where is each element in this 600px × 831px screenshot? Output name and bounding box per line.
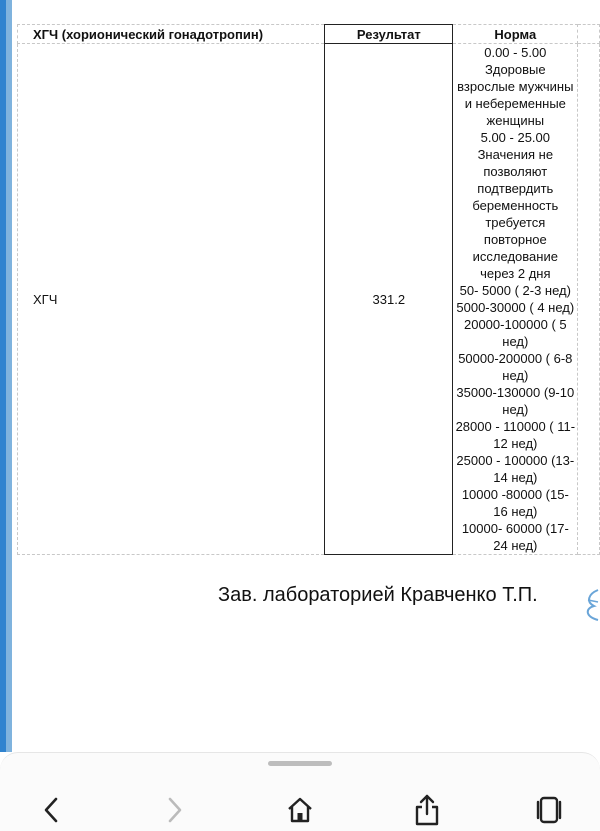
- norm-line: 16 нед): [493, 504, 538, 519]
- norm-line: нед): [502, 402, 529, 417]
- norm-line: 35000-130000 (9-10: [456, 385, 575, 400]
- tabs-icon: [533, 794, 565, 826]
- row-norm-values: [453, 44, 578, 555]
- norm-line: нед): [502, 368, 529, 383]
- row-result-value: 331.2: [325, 44, 453, 555]
- norm-line: повторное: [483, 232, 547, 247]
- norm-line: 25000 - 100000 (13-: [456, 453, 575, 468]
- home-icon: [285, 795, 315, 825]
- left-edge-strip: [0, 0, 12, 752]
- back-icon: [40, 796, 62, 824]
- norm-line: женщины: [486, 113, 545, 128]
- norm-line: Здоровые: [485, 62, 546, 77]
- norm-line: 24 нед): [493, 538, 538, 553]
- norm-line: подтвердить: [477, 181, 554, 196]
- norm-line: нед): [502, 334, 529, 349]
- norm-line: 0.00 - 5.00: [484, 45, 547, 60]
- lab-results-table: [17, 24, 600, 555]
- share-icon: [412, 793, 442, 827]
- table-header-row: [18, 25, 600, 44]
- header-empty-cell: [578, 25, 600, 44]
- norm-line: взрослые мужчины: [457, 79, 574, 94]
- browser-bottom-toolbar: [0, 752, 600, 831]
- norm-line: через 2 дня: [480, 266, 551, 281]
- norm-line: 50000-200000 ( 6-8: [458, 351, 573, 366]
- norm-line: 28000 - 110000 ( 11-: [455, 419, 576, 434]
- header-test-name: ХГЧ (хорионический гонадотропин): [18, 25, 325, 44]
- back-button[interactable]: [34, 793, 68, 827]
- norm-line: 10000 -80000 (15-: [461, 487, 569, 502]
- norm-line: требуется: [485, 215, 546, 230]
- tabs-button[interactable]: [532, 793, 566, 827]
- row-test-name: ХГЧ: [18, 44, 325, 555]
- forward-button[interactable]: [158, 793, 192, 827]
- lab-head-signature-text: Зав. лабораторией Кравченко Т.П.: [218, 584, 538, 606]
- share-button[interactable]: [410, 793, 444, 827]
- norm-line: 14 нед): [493, 470, 538, 485]
- table-row: [18, 44, 600, 555]
- norm-line: 10000- 60000 (17-: [461, 521, 569, 536]
- norm-line: 5.00 - 25.00: [480, 130, 550, 145]
- row-empty-cell: [578, 44, 600, 555]
- drag-handle[interactable]: [268, 761, 332, 766]
- norm-line: 5000-30000 ( 4 нед): [456, 300, 575, 315]
- norm-line: 50- 5000 ( 2-3 нед): [459, 283, 571, 298]
- header-norm: Норма: [453, 25, 578, 44]
- norm-line: исследование: [472, 249, 558, 264]
- stamp-fragment: [582, 588, 600, 622]
- home-button[interactable]: [283, 793, 317, 827]
- norm-line: беременность: [472, 198, 559, 213]
- norm-line: позволяют: [483, 164, 548, 179]
- norm-line: 20000-100000 ( 5: [463, 317, 567, 332]
- norm-line: 12 нед): [493, 436, 538, 451]
- header-result: Результат: [325, 25, 453, 44]
- forward-icon: [164, 796, 186, 824]
- norm-line: Значения не: [477, 147, 554, 162]
- norm-line: и небеременные: [464, 96, 566, 111]
